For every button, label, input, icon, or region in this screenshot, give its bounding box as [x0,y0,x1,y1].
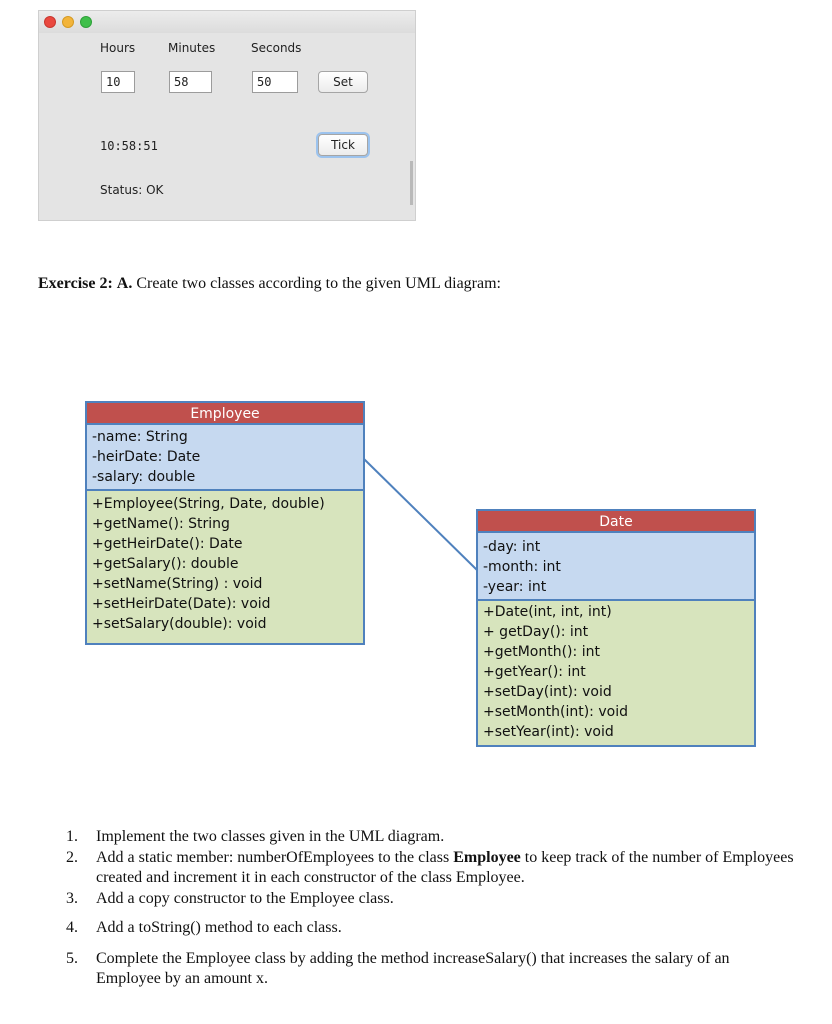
date-operation: +setDay(int): void [483,684,612,700]
list-item [66,827,796,848]
employee-operation: +setSalary(double): void [92,616,267,632]
association-connector [364,459,478,571]
minutes-label: Minutes [168,41,216,55]
date-operation: +Date(int, int, int) [483,604,612,620]
employee-operation: +setName(String) : void [92,576,263,592]
date-operation: +setYear(int): void [483,724,614,740]
date-attribute: -month: int [483,559,561,575]
minutes-input[interactable]: 58 [169,71,212,93]
list-number: 3. [66,889,78,907]
hours-label: Hours [100,41,136,55]
employee-operation: +setHeirDate(Date): void [92,596,271,612]
list-number: 4. [66,919,78,936]
employee-operation: +getName(): String [92,516,230,532]
employee-attribute: -salary: double [92,469,196,485]
employee-operation: +getSalary(): double [92,556,239,572]
list-text: Add a static member: numberOfEmployees to the class [96,848,454,866]
list-text: Add a copy constructor to the Employee class. [96,889,394,907]
time-display: 10:58:51 [100,139,158,153]
date-operation: +getYear(): int [483,664,586,680]
employee-class-name: Employee [87,403,363,425]
list-text: Complete the Employee class by adding the method increaseSalary() that increases the salary of an Employee by an amount x. [96,949,730,987]
task-list [66,827,796,990]
date-operations [478,601,754,745]
employee-operation: +getHeirDate(): Date [92,536,243,552]
set-button[interactable]: Set [318,71,368,93]
list-number: 5. [66,949,78,967]
date-class-name: Date [478,511,754,533]
list-item [66,918,796,939]
date-operation: + getDay(): int [483,624,589,640]
employee-class-box [85,401,365,645]
exercise-part: A. [116,275,133,292]
status-label: Status: OK [100,183,164,197]
seconds-input[interactable]: 50 [252,71,298,93]
list-item [66,848,796,889]
employee-operation: +Employee(String, Date, double) [92,496,325,512]
list-item [66,949,796,990]
list-text: Implement the two classes given in the UML diagram. [96,828,445,845]
list-number: 1. [66,828,78,845]
exercise-text: Create two classes according to the given UML diagram: [136,275,501,292]
employee-attribute: -heirDate: Date [92,449,201,465]
date-attributes [478,533,754,601]
employee-attributes [87,425,363,491]
list-text: Add a toString() method to each class. [96,919,342,936]
list-text: to keep track of the number of Employees created and increment it in each constructor of the class Employee. [96,848,794,886]
exercise-label: Exercise 2: [38,275,113,292]
date-attribute: -year: int [483,579,547,595]
date-operation: +getMonth(): int [483,644,600,660]
employee-attribute: -name: String [92,429,188,445]
date-attribute: -day: int [483,539,541,555]
tick-button[interactable]: Tick [318,134,368,156]
employee-operations [87,491,363,643]
list-text-bold: Employee [453,848,521,866]
date-operation: +setMonth(int): void [483,704,628,720]
list-item [66,889,796,910]
list-number: 2. [66,848,78,866]
date-class-box [476,509,756,747]
hours-input[interactable]: 10 [101,71,135,93]
seconds-label: Seconds [251,41,302,55]
